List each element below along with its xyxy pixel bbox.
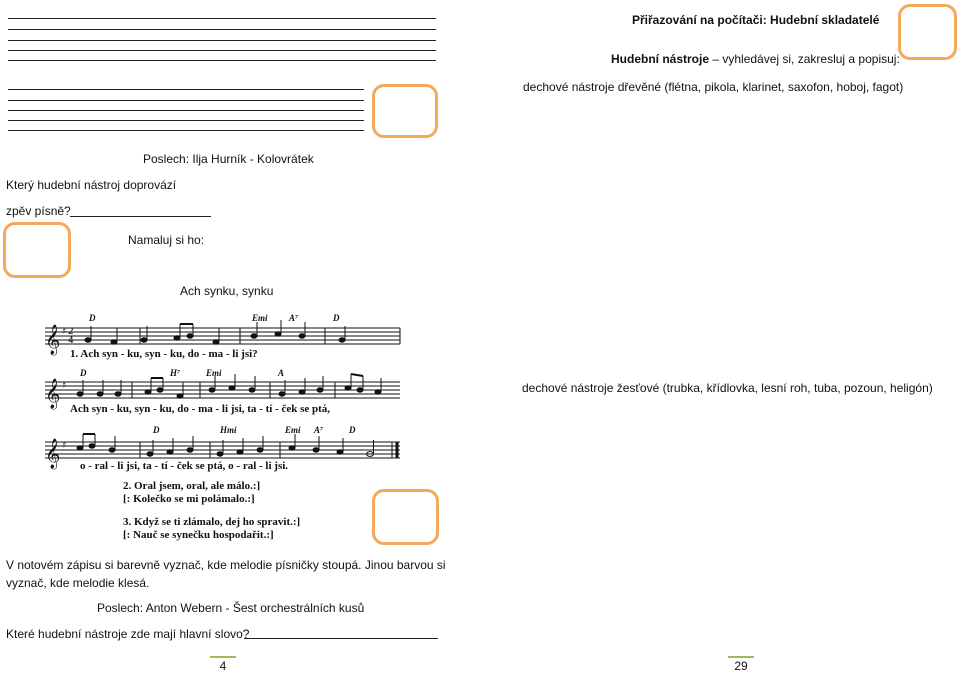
song-title: Ach synku, synku xyxy=(180,284,274,298)
drawing-box[interactable] xyxy=(898,4,957,60)
svg-text:𝄞: 𝄞 xyxy=(45,379,61,409)
page-title: Přiřazování na počítači: Hudební skladatelé xyxy=(632,13,880,27)
brass-text: dechové nástroje žesťové (trubka, křídlovka, lesní roh, tuba, pozoun, heligón) xyxy=(522,381,933,395)
instruments-instruction-text: – vyhledávej si, zakresluj a popisuj: xyxy=(709,52,900,66)
chord-label: A⁷ xyxy=(289,313,299,323)
listening-heading-1: Poslech: Ilja Hurník - Kolovrátek xyxy=(143,152,314,166)
song-lyrics: 1. Ach syn - ku, syn - ku, do - ma - li jsi? xyxy=(70,348,258,360)
writing-line[interactable] xyxy=(8,89,364,90)
chord-label: A xyxy=(278,368,285,378)
instruments-instruction xyxy=(611,52,900,66)
drawing-box[interactable] xyxy=(372,84,438,138)
page-number-left: 4 xyxy=(210,656,236,673)
chord-label: H⁷ xyxy=(170,368,181,378)
verse-2-line-1: 2. Oral jsem, oral, ale málo.:] xyxy=(123,480,261,492)
verse-2-line-2: [: Kolečko se mi polámalo.:] xyxy=(123,493,255,505)
writing-line[interactable] xyxy=(8,100,364,101)
song-lyrics: o - ral - li jsi, ta - tí - ček se ptá, o - ral - li jsi. xyxy=(80,460,289,472)
listening-heading-2: Poslech: Anton Webern - Šest orchestrálních kusů xyxy=(97,601,365,615)
svg-text:♯: ♯ xyxy=(62,441,67,451)
drawing-box[interactable] xyxy=(372,489,439,545)
answer-line-2[interactable] xyxy=(244,638,438,639)
writing-line[interactable] xyxy=(8,18,436,19)
chord-label: D xyxy=(80,368,87,378)
chord-label: Hmi xyxy=(220,425,237,435)
chord-label: A⁷ xyxy=(314,425,324,435)
writing-line[interactable] xyxy=(8,50,436,51)
writing-line[interactable] xyxy=(8,130,364,131)
question-1-line-2: zpěv písně? xyxy=(6,204,71,218)
svg-text:𝄞: 𝄞 xyxy=(45,325,61,355)
question-1-line-1: Který hudební nástroj doprovází xyxy=(6,178,177,192)
answer-line-1[interactable] xyxy=(70,216,211,217)
sheet-music xyxy=(40,310,410,475)
writing-line[interactable] xyxy=(8,40,436,41)
notation-instruction-line-2: vyznač, kde melodie klesá. xyxy=(6,576,150,590)
writing-line[interactable] xyxy=(8,29,436,30)
paint-instruction: Namaluj si ho: xyxy=(128,233,205,247)
woodwinds-text: dechové nástroje dřevěné (flétna, pikola, klarinet, saxofon, hoboj, fagot) xyxy=(523,80,904,94)
chord-label: D xyxy=(89,313,96,323)
chord-label: D xyxy=(349,425,356,435)
chord-label: Emi xyxy=(206,368,222,378)
svg-text:4: 4 xyxy=(68,336,74,346)
drawing-box[interactable] xyxy=(3,222,71,278)
chord-label: Emi xyxy=(285,425,301,435)
chord-label: D xyxy=(333,313,340,323)
svg-text:2: 2 xyxy=(68,327,74,337)
svg-text:𝄞: 𝄞 xyxy=(45,439,61,469)
svg-text:♯: ♯ xyxy=(62,381,67,391)
page-number-right: 29 xyxy=(728,656,754,673)
writing-line[interactable] xyxy=(8,120,364,121)
question-2: Které hudební nástroje zde mají hlavní slovo? xyxy=(6,627,250,641)
notation-instruction-line-1: V notovém zápisu si barevně vyznač, kde melodie písničky stoupá. Jinou barvou si xyxy=(6,558,446,572)
song-lyrics: Ach syn - ku, syn - ku, do - ma - li jsi, ta - tí - ček se ptá, xyxy=(70,403,331,415)
verse-3-line-2: [: Nauč se synečku hospodařit.:] xyxy=(123,529,274,541)
writing-line[interactable] xyxy=(8,60,436,61)
svg-text:♯: ♯ xyxy=(62,327,67,337)
chord-label: Emi xyxy=(252,313,268,323)
chord-label: D xyxy=(153,425,160,435)
writing-line[interactable] xyxy=(8,110,364,111)
instruments-heading: Hudební nástroje xyxy=(611,52,710,66)
verse-3-line-1: 3. Když se ti zlámalo, dej ho spravit.:] xyxy=(123,516,301,528)
